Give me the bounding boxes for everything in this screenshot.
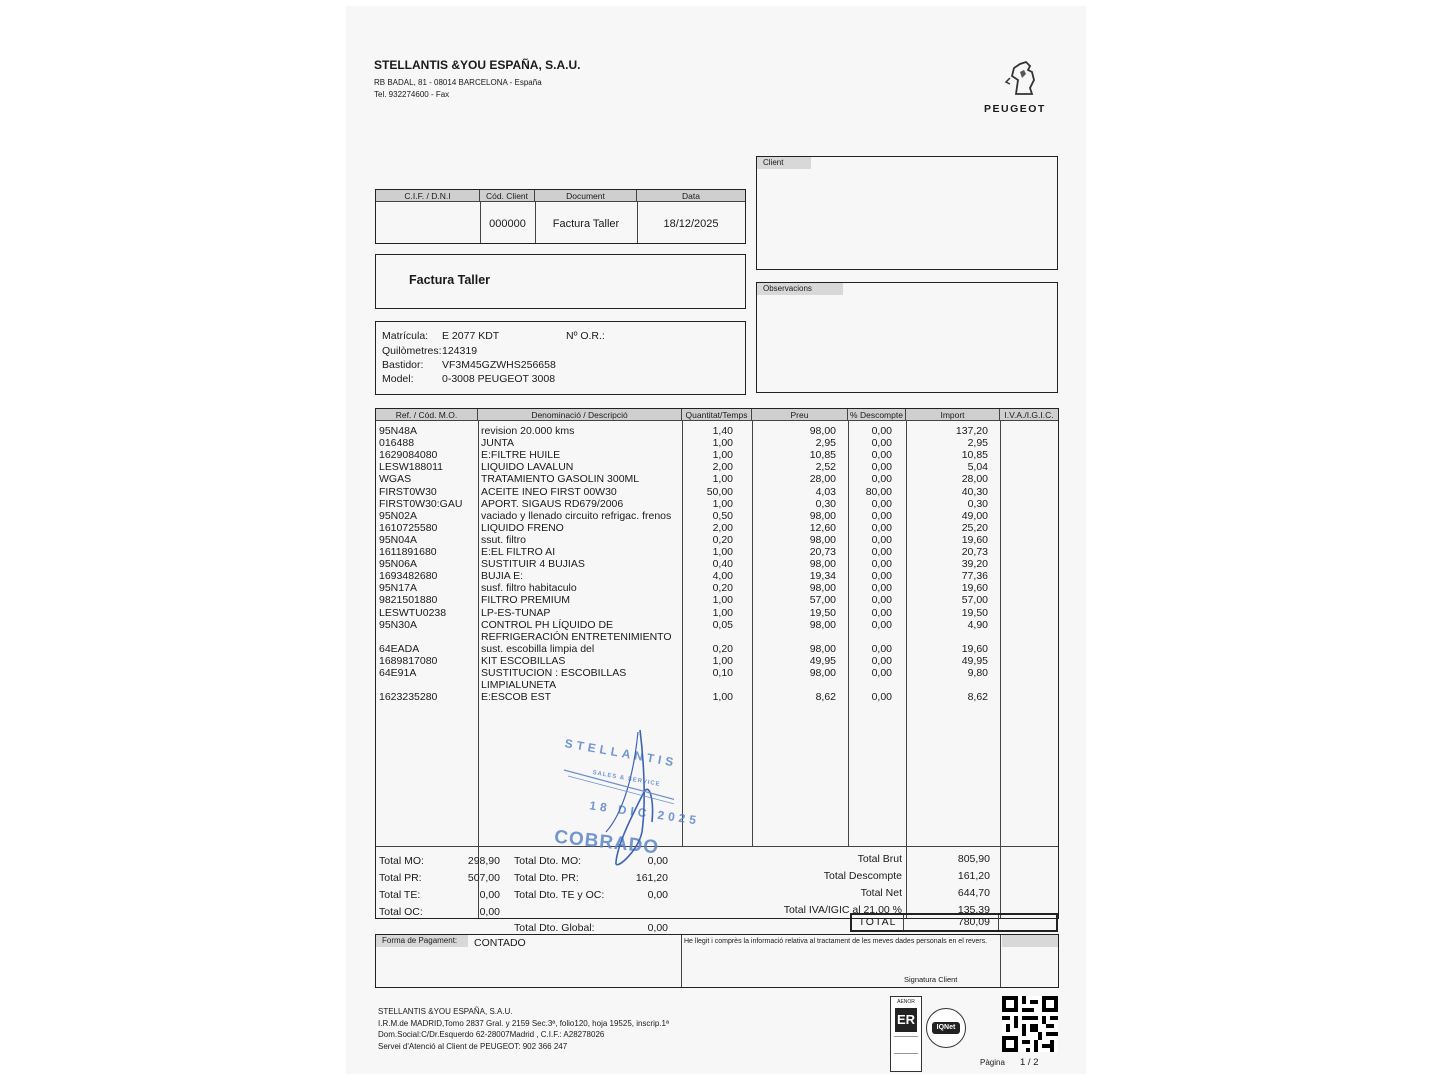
- disc-cell: 0,00: [871, 437, 892, 450]
- import-cell: 20,73: [961, 546, 988, 558]
- footer-address: Dom.Social:C/Dr.Esquerdo 62-28007Madrid , C.I.F.: A28278026: [378, 1030, 605, 1039]
- ref-cell: 9821501880: [379, 594, 438, 607]
- ref-cell: 1623235280: [379, 691, 438, 704]
- qty-cell: 0,20: [712, 533, 733, 546]
- title-box: [375, 254, 746, 309]
- stamp-date: 18 DIC 2025: [588, 798, 701, 828]
- import-cell: 28,00: [961, 473, 988, 486]
- total-oc-value: 0,00: [479, 906, 500, 918]
- ref-cell: 1689817080: [379, 654, 438, 667]
- disc-cell: 0,00: [871, 461, 892, 474]
- table-row: [376, 667, 1060, 679]
- signature-icon: [554, 722, 674, 872]
- disc-cell: 0,00: [871, 449, 892, 462]
- price-cell: 57,00: [809, 594, 836, 607]
- qty-cell: 1,40: [712, 425, 733, 437]
- brand-name: PEUGEOT: [984, 103, 1046, 115]
- desc-cell: KIT ESCOBILLAS: [481, 654, 566, 667]
- grand-total-value: 780,09: [957, 916, 990, 928]
- import-cell: 39,20: [961, 558, 988, 571]
- qty-cell: 1,00: [712, 546, 733, 558]
- desc-cell: susf. filtro habitaculo: [481, 582, 577, 595]
- qty-cell: 0,40: [712, 558, 733, 571]
- desc-cell: FILTRO PREMIUM: [481, 594, 571, 607]
- total-pr-value: 507,00: [467, 872, 500, 884]
- total-brut-value: 805,90: [957, 853, 990, 865]
- price-cell: 28,00: [809, 473, 836, 486]
- dto-pr-label: Total Dto. PR:: [514, 872, 579, 884]
- km-label: Quilòmetres:: [382, 345, 442, 357]
- total-descompte-value: 161,20: [957, 870, 990, 882]
- import-cell: 4,90: [967, 618, 988, 631]
- import-cell: 49,95: [961, 654, 988, 667]
- table-row: [376, 546, 1060, 558]
- desc-cell: ACEITE INEO FIRST 00W30: [481, 485, 617, 498]
- ref-cell: LESWTU0238: [379, 606, 447, 619]
- table-row: [376, 631, 1060, 643]
- desc-header: Denominació / Descripció: [478, 409, 682, 421]
- dto-teoc-value: 0,00: [647, 889, 668, 901]
- total-iva-value: 135,39: [957, 904, 990, 916]
- qty-cell: 1,00: [712, 449, 733, 462]
- observations-label: Observacions: [757, 283, 843, 295]
- desc-cell: REFRIGERACIÓN ENTRETENIMIENTO: [481, 630, 672, 643]
- import-cell: 0,30: [967, 497, 988, 510]
- stamp-company: STELLANTIS: [563, 736, 679, 770]
- ref-cell: 64E91A: [379, 667, 417, 679]
- disc-cell: 0,00: [871, 570, 892, 583]
- total-oc-label: Total OC:: [379, 906, 423, 918]
- qty-cell: 2,00: [712, 461, 733, 474]
- import-cell: 19,60: [961, 582, 988, 595]
- dto-mo-label: Total Dto. MO:: [514, 855, 582, 867]
- disc-cell: 0,00: [871, 642, 892, 655]
- disc-cell: 0,00: [871, 425, 892, 437]
- dto-pr-value: 161,20: [635, 872, 668, 884]
- import-header: Import: [906, 409, 1000, 421]
- table-row: [376, 582, 1060, 594]
- import-cell: 19,60: [961, 642, 988, 655]
- ref-header: Ref. / Cód. M.O.: [376, 409, 478, 421]
- er-icon: ER: [895, 1008, 917, 1032]
- plate-value: E 2077 KDT: [442, 330, 500, 342]
- qty-cell: 0,20: [712, 582, 733, 595]
- price-cell: 8,62: [815, 691, 836, 704]
- price-cell: 98,00: [809, 425, 836, 437]
- qty-cell: 1,00: [712, 437, 733, 450]
- payment-label: Forma de Pagament:: [376, 935, 468, 947]
- grand-total-box: [850, 913, 1058, 932]
- ref-cell: 95N30A: [379, 618, 417, 631]
- disc-header: % Descompte: [848, 409, 906, 421]
- disc-cell: 0,00: [871, 667, 892, 679]
- km-value: 124319: [442, 345, 478, 357]
- disc-cell: 0,00: [871, 691, 892, 704]
- import-cell: 19,50: [961, 606, 988, 619]
- qty-cell: 0,20: [712, 642, 733, 655]
- table-row: [376, 570, 1060, 582]
- disc-cell: 0,00: [871, 558, 892, 571]
- document-value: Factura Taller: [552, 218, 620, 230]
- qty-cell: 4,00: [712, 570, 733, 583]
- grand-total-label: TOTAL: [852, 915, 904, 930]
- import-cell: 5,04: [967, 461, 988, 474]
- desc-cell: vaciado y llenado circuito refrigac. frenos: [481, 509, 672, 522]
- desc-cell: TRATAMIENTO GASOLIN 300ML: [481, 473, 640, 486]
- company-address: RB BADAL, 81 - 08014 BARCELONA - España: [374, 78, 542, 87]
- signature-label: Signatura Client: [904, 975, 958, 984]
- qr-code-icon: [1002, 996, 1058, 1052]
- price-cell: 0,30: [815, 497, 836, 510]
- total-mo-value: 298,90: [467, 855, 500, 867]
- desc-cell: sust. escobilla limpia del: [481, 642, 595, 655]
- desc-cell: ssut. filtro: [481, 533, 526, 546]
- desc-cell: JUNTA: [481, 437, 515, 450]
- desc-cell: BUJIA E:: [481, 570, 524, 583]
- ref-cell: 016488: [379, 437, 415, 450]
- import-cell: 19,60: [961, 533, 988, 546]
- model-label: Model:: [382, 373, 414, 385]
- ref-cell: WGAS: [379, 473, 412, 486]
- total-te-value: 0,00: [479, 889, 500, 901]
- disc-cell: 0,00: [871, 546, 892, 558]
- desc-cell: CONTROL PH LÍQUIDO DE: [481, 618, 614, 631]
- peugeot-lion-icon: [998, 58, 1048, 98]
- stamp-subtitle: SALES & SERVICE: [592, 770, 661, 788]
- ref-cell: 1610725580: [379, 521, 438, 534]
- price-cell: 98,00: [809, 582, 836, 595]
- cif-header: C.I.F. / D.N.I: [376, 190, 480, 202]
- footer-company: STELLANTIS &YOU ESPAÑA, S.A.U.: [378, 1007, 513, 1016]
- import-cell: 25,20: [961, 521, 988, 534]
- qty-cell: 1,00: [712, 594, 733, 607]
- desc-cell: APORT. SIGAUS RD679/2006: [481, 497, 624, 510]
- price-cell: 2,52: [815, 461, 836, 474]
- ref-cell: 95N48A: [379, 425, 417, 437]
- desc-cell: LIQUIDO FRENO: [481, 521, 564, 534]
- invoice-title: Factura Taller: [409, 273, 491, 287]
- dto-mo-value: 0,00: [647, 855, 668, 867]
- table-row: [376, 522, 1060, 534]
- disc-cell: 0,00: [871, 509, 892, 522]
- disc-cell: 0,00: [871, 606, 892, 619]
- dto-teoc-label: Total Dto. TE y OC:: [514, 889, 605, 901]
- document-header: Document: [535, 190, 637, 202]
- document-header-table: [375, 189, 746, 244]
- import-cell: 40,30: [961, 485, 988, 498]
- import-cell: 2,95: [967, 437, 988, 450]
- iqnet-badge: [926, 1008, 966, 1048]
- ref-cell: FIRST0W30: [379, 485, 437, 498]
- desc-cell: E:EL FILTRO AI: [481, 546, 556, 558]
- qty-cell: 0,05: [712, 618, 733, 631]
- table-row: [376, 510, 1060, 522]
- disc-cell: 80,00: [865, 485, 892, 498]
- or-label: Nº O.R.:: [566, 330, 605, 342]
- ref-cell: 95N04A: [379, 533, 417, 546]
- import-cell: 77,36: [961, 570, 988, 583]
- total-pr-label: Total PR:: [379, 872, 422, 884]
- model-value: 0-3008 PEUGEOT 3008: [442, 373, 556, 385]
- desc-cell: revision 20.000 kms: [481, 425, 575, 437]
- aenor-badge: [890, 996, 922, 1072]
- table-row: [376, 449, 1060, 461]
- table-row: [376, 691, 1060, 703]
- payment-value: CONTADO: [474, 937, 526, 949]
- plate-label: Matrícula:: [382, 330, 429, 342]
- iqnet-icon: IQNet: [932, 1022, 960, 1034]
- disc-cell: 0,00: [871, 582, 892, 595]
- qty-cell: 1,00: [712, 654, 733, 667]
- price-cell: 20,73: [809, 546, 836, 558]
- chassis-label: Bastidor:: [382, 359, 424, 371]
- desc-cell: LIQUIDO LAVALUN: [481, 461, 574, 474]
- items-rows: [376, 425, 1060, 845]
- import-cell: 10,85: [961, 449, 988, 462]
- ref-cell: 95N06A: [379, 558, 417, 571]
- price-cell: 2,95: [815, 437, 836, 450]
- qty-cell: 2,00: [712, 521, 733, 534]
- disc-cell: 0,00: [871, 521, 892, 534]
- price-cell: 98,00: [809, 618, 836, 631]
- qty-cell: 1,00: [712, 691, 733, 704]
- table-row: [376, 558, 1060, 570]
- qty-cell: 0,50: [712, 509, 733, 522]
- total-descompte-label: Total Descompte: [823, 870, 902, 882]
- price-cell: 49,95: [809, 654, 836, 667]
- price-cell: 98,00: [809, 558, 836, 571]
- client-label: Client: [757, 157, 811, 169]
- ref-cell: 1611891680: [379, 546, 437, 558]
- price-header: Preu: [752, 409, 848, 421]
- ref-cell: 64EADA: [379, 642, 420, 655]
- price-cell: 19,34: [809, 570, 836, 583]
- price-cell: 98,00: [809, 533, 836, 546]
- import-cell: 8,62: [967, 691, 988, 704]
- chassis-value: VF3M45GZWHS256658: [442, 359, 556, 371]
- footer-service: Servei d'Atenció al Client de PEUGEOT: 902 366 247: [378, 1042, 568, 1051]
- price-cell: 98,00: [809, 667, 836, 679]
- desc-cell: LP-ES-TUNAP: [481, 606, 551, 619]
- table-row: [376, 643, 1060, 655]
- table-row: [376, 619, 1060, 631]
- company-phone: Tel. 932274600 - Fax: [374, 90, 450, 99]
- disc-cell: 0,00: [871, 533, 892, 546]
- table-row: [376, 461, 1060, 473]
- table-row: [376, 594, 1060, 606]
- qty-cell: 50,00: [706, 485, 733, 498]
- table-row: [376, 498, 1060, 510]
- disc-cell: 0,00: [871, 473, 892, 486]
- table-row: [376, 679, 1060, 691]
- import-cell: 57,00: [961, 594, 988, 607]
- dto-global-value: 0,00: [647, 922, 668, 934]
- total-mo-label: Total MO:: [379, 855, 424, 867]
- client-code-value: 000000: [489, 218, 526, 230]
- client-box: [756, 156, 1058, 270]
- price-cell: 98,00: [809, 642, 836, 655]
- vehicle-box: [375, 321, 746, 395]
- date-value: 18/12/2025: [663, 218, 719, 230]
- table-row: [376, 473, 1060, 485]
- qty-cell: 0,10: [712, 667, 733, 679]
- qty-cell: 1,00: [712, 606, 733, 619]
- table-row: [376, 607, 1060, 619]
- table-row: [376, 655, 1060, 667]
- table-row: [376, 486, 1060, 498]
- price-cell: 19,50: [809, 606, 836, 619]
- desc-cell: E:ESCOB EST: [481, 691, 552, 704]
- stamp-paid: COBRADO: [553, 826, 661, 859]
- import-cell: 9,80: [967, 667, 988, 679]
- import-cell: 49,00: [961, 509, 988, 522]
- total-net-label: Total Net: [860, 887, 902, 899]
- price-cell: 4,03: [815, 485, 836, 498]
- disc-cell: 0,00: [871, 497, 892, 510]
- page-number: 1 / 2: [1020, 1057, 1039, 1068]
- footer-registry: I.R.M.de MADRID,Tomo 2837 Gral. y 2159 Sec.3ª, folio120, hoja 19525, inscrip.1ª: [378, 1019, 669, 1028]
- total-iva-label: Total IVA/IGIC al 21,00 %: [783, 904, 902, 916]
- privacy-text: He llegit i comprès la informació relativa al tractament de les meves dades personals en el revers.: [684, 938, 988, 945]
- company-name: STELLANTIS &YOU ESPAÑA, S.A.U.: [374, 58, 581, 72]
- date-header: Data: [637, 190, 745, 202]
- qty-cell: 1,00: [712, 473, 733, 486]
- desc-cell: LIMPIALUNETA: [481, 679, 557, 692]
- desc-cell: SUSTITUCION : ESCOBILLAS: [481, 667, 627, 679]
- total-net-value: 644,70: [957, 887, 990, 899]
- disc-cell: 0,00: [871, 618, 892, 631]
- total-brut-label: Total Brut: [857, 853, 902, 865]
- ref-cell: 95N17A: [379, 582, 417, 595]
- desc-cell: E:FILTRE HUILE: [481, 449, 561, 462]
- disc-cell: 0,00: [871, 654, 892, 667]
- qty-cell: 1,00: [712, 497, 733, 510]
- disc-cell: 0,00: [871, 594, 892, 607]
- page-label: Pàgina: [980, 1058, 1005, 1067]
- desc-cell: SUSTITUIR 4 BUJIAS: [481, 558, 585, 571]
- dto-global-label: Total Dto. Global:: [514, 922, 595, 934]
- table-row: [376, 534, 1060, 546]
- iva-header: I.V.A./I.G.I.C.: [1000, 409, 1058, 421]
- table-row: [376, 425, 1060, 437]
- client-code-header: Cód. Client: [480, 190, 535, 202]
- ref-cell: FIRST0W30:GAU: [379, 497, 463, 510]
- ref-cell: 1693482680: [379, 570, 438, 583]
- observations-box: [756, 282, 1058, 393]
- import-cell: 137,20: [955, 425, 988, 437]
- price-cell: 12,60: [809, 521, 836, 534]
- payment-box: [375, 934, 1059, 988]
- ref-cell: LESW188011: [379, 461, 444, 474]
- price-cell: 10,85: [809, 449, 836, 462]
- invoice-sheet: [346, 6, 1086, 1074]
- ref-cell: 95N02A: [379, 509, 417, 522]
- aenor-text: AENOR: [897, 999, 915, 1005]
- table-row: [376, 437, 1060, 449]
- ref-cell: 1629084080: [379, 449, 438, 462]
- total-te-label: Total TE:: [379, 889, 421, 901]
- qty-header: Quantitat/Temps: [682, 409, 752, 421]
- price-cell: 98,00: [809, 509, 836, 522]
